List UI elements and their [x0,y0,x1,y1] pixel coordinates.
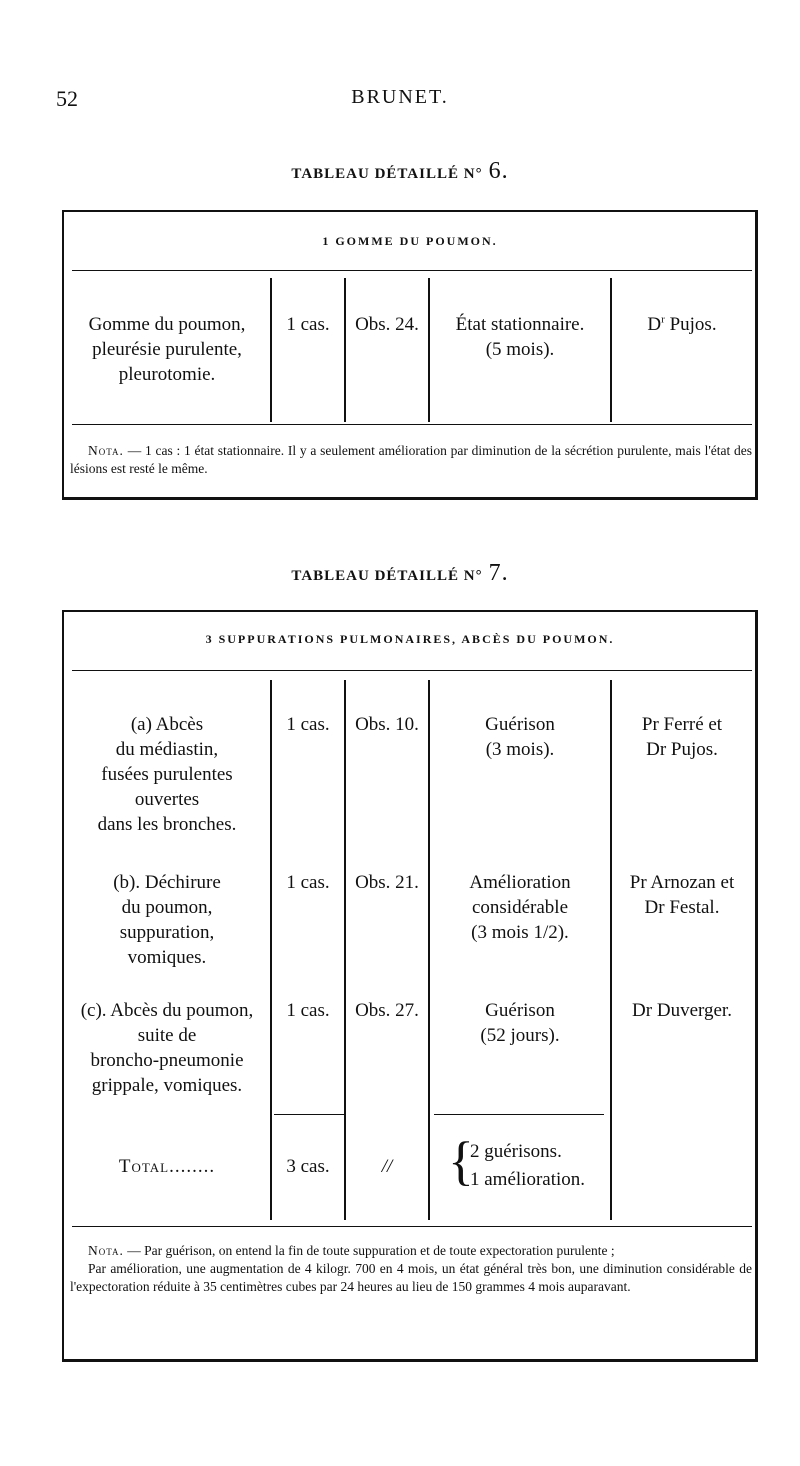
table7-title [0,560,800,587]
table6-result [430,312,610,362]
table6-title-text: TABLEAU DÉTAILLÉ N° [291,166,483,182]
table7-doctor-line: Dr Festal. [644,897,720,918]
table7-row-a-obs: Obs. 10. [355,714,419,735]
table6-result-line: (5 mois). [485,339,555,360]
table7-result-line: considérable [471,897,568,918]
table6-desc-line: Gomme du poumon, [88,314,246,335]
table7-header-rule [72,670,752,671]
table6-cases: 1 cas. [286,314,330,335]
table7-row-c-description [64,998,270,1098]
table6-number: 6. [488,158,509,184]
table7-row-a-description [64,712,270,837]
table7-total-result-line: 1 amélioration. [470,1169,586,1190]
table6-col-divider-2 [344,278,346,422]
table6-obs: Obs. 24. [355,314,419,335]
table7-note-label: Nota. [88,1243,124,1258]
table7-total-obs: // [381,1156,393,1177]
table6-header-rule [72,270,752,271]
table7-doctor-line: Pr Ferré et [641,714,723,735]
table7-row-c-result [430,998,610,1048]
table7-note-text-1: — Par guérison, on entend la fin de toute suppuration et de toute expectoration purulente ; [127,1243,615,1258]
table7-total-results [470,1138,602,1194]
table7-total-label-text: Total........ [118,1156,216,1177]
table6-doctor-name: Pujos. [669,314,717,335]
table7-desc-line: du médiastin, [115,739,219,760]
table7-row-b-cases: 1 cas. [286,872,330,893]
table7-desc-line: vomiques. [127,947,207,968]
table6-desc-line: pleurotomie. [118,364,216,385]
table7-total-brace: { [448,1131,474,1191]
table7-col-divider-2 [344,680,346,1220]
table7-total-rule-results [434,1114,604,1115]
table7-total-label [64,1154,270,1179]
table6-doctor [612,312,752,337]
table6-description [64,312,270,387]
table7-desc-line: dans les bronches. [97,814,237,835]
table7-note-rule [72,1226,752,1227]
table7-desc-line: du poumon, [121,897,213,918]
table7-total-result-line: 2 guérisons. [470,1141,562,1162]
table7-row-b-description [64,870,270,970]
table7-doctor-line: Dr Pujos. [646,739,718,760]
table7-title-text: TABLEAU DÉTAILLÉ N° [291,568,483,584]
table7-total-rule-cases [274,1114,344,1115]
table7-row-c-doctor [612,998,752,1023]
table7-result-line: (52 jours). [480,1025,560,1046]
table7-row-a-cases: 1 cas. [286,714,330,735]
table7-desc-line: fusées purulentes [101,764,233,785]
table6-col-divider-4 [610,278,612,422]
table6-col-divider-1 [270,278,272,422]
table6-doctor-sup: r [661,313,665,326]
table7-number: 7. [488,560,509,586]
table7-note [70,1242,752,1296]
table7-note-para-1 [70,1242,752,1260]
table7-desc-line: (a) Abcès [130,714,204,735]
table7-doctor-line: Pr Arnozan et [629,872,735,893]
table6-frame [62,210,758,500]
table7-row-a-doctor [612,712,752,762]
table7-note-para-2: Par amélioration, une augmentation de 4 kilogr. 700 en 4 mois, un état général très bon, une diminution considérable de l'expectoration réduite à 35 centimètres cubes par 24 heures au lieu de 150 grammes 4 mois auparavant. [70,1261,752,1294]
table7-desc-line: (c). Abcès du poumon, [80,1000,254,1021]
table7-desc-line: suppuration, [119,922,215,943]
table7-desc-line: (b). Déchirure [113,872,221,893]
running-head: BRUNET. [351,86,449,108]
table7-col-divider-1 [270,680,272,1220]
table7-caption: 3 SUPPURATIONS PULMONAIRES, ABCÈS DU POUMON. [205,632,615,646]
table6-result-line: État stationnaire. [455,314,585,335]
table6-doctor-prefix: D [647,314,662,335]
page-number: 52 [56,86,78,111]
table7-result-line: (3 mois 1/2). [471,922,569,943]
table6-note [70,442,752,478]
table7-row-c-cases: 1 cas. [286,1000,330,1021]
table7-desc-line: broncho-pneumonie [90,1050,244,1071]
table6-note-text: — 1 cas : 1 état stationnaire. Il y a seulement amélioration par diminution de la sécrétion purulente, mais l'état des lésions est resté le même. [70,443,753,476]
table7-doctor-line: Dr Duverger. [632,1000,732,1021]
table7-result-line: (3 mois). [485,739,555,760]
table7-result-line: Amélioration [469,872,571,893]
table7-row-b-result [430,870,610,945]
table6-title [0,158,800,185]
table7-row-b-doctor [612,870,752,920]
table6-desc-line: pleurésie purulente, [92,339,242,360]
table6-caption: 1 GOMME DU POUMON. [322,234,498,248]
table7-desc-line: grippale, vomiques. [91,1075,243,1096]
table7-result-line: Guérison [485,1000,555,1021]
table7-row-a-result [430,712,610,762]
table7-desc-line: suite de [137,1025,197,1046]
table7-desc-line: ouvertes [134,789,200,810]
table7-row-b-obs: Obs. 21. [355,872,419,893]
table6-note-label: Nota. [88,443,124,458]
table6-note-rule [72,424,752,425]
table7-frame [62,610,758,1362]
table7-row-c-obs: Obs. 27. [355,1000,419,1021]
table7-result-line: Guérison [485,714,555,735]
table7-total-cases: 3 cas. [286,1156,330,1177]
